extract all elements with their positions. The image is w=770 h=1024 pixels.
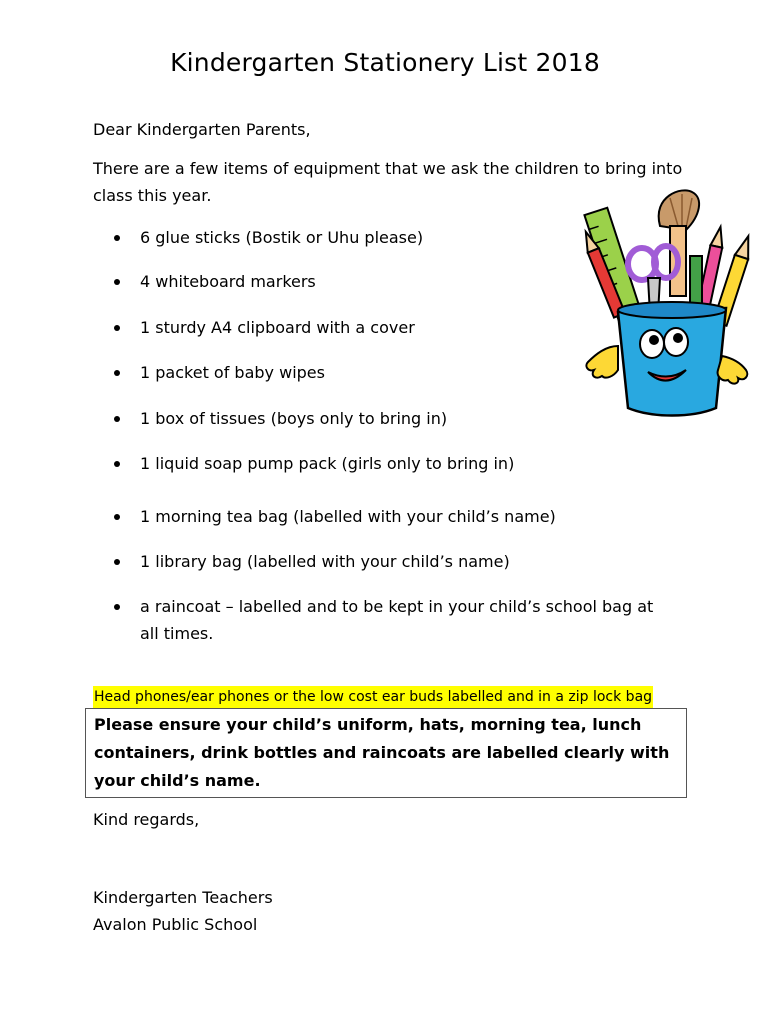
bullet-icon — [114, 461, 120, 467]
list-item — [114, 593, 674, 647]
closing: Kind regards, — [93, 810, 200, 829]
bullet-icon — [114, 514, 120, 520]
list-item — [114, 450, 694, 477]
list-item-text: 1 library bag (labelled with your child’s name) — [140, 552, 510, 571]
bullet-icon — [114, 325, 120, 331]
bullet-icon — [114, 559, 120, 565]
notice-box — [85, 708, 687, 798]
bullet-icon — [114, 370, 120, 376]
stationery-cup-icon — [582, 186, 754, 418]
notice-text: Please ensure your child’s uniform, hats, morning tea, lunch containers, drink bottles and raincoats are labelled clearly with your child’s name. — [94, 715, 670, 790]
list-item-text: 1 liquid soap pump pack (girls only to bring in) — [140, 454, 515, 473]
list-item-text: a raincoat – labelled and to be kept in your child’s school bag at all times. — [140, 597, 654, 643]
list-item-text: 6 glue sticks (Bostik or Uhu please) — [140, 228, 424, 247]
list-item-text: 1 box of tissues (boys only to bring in) — [140, 409, 448, 428]
list-item — [114, 503, 694, 530]
signature-name: Kindergarten Teachers — [93, 888, 273, 907]
bullet-icon — [114, 416, 120, 422]
greeting: Dear Kindergarten Parents, — [93, 120, 311, 139]
signature-school: Avalon Public School — [93, 915, 258, 934]
highlighted-note: Head phones/ear phones or the low cost ear buds labelled and in a zip lock bag — [93, 686, 653, 708]
list-item-text: 1 morning tea bag (labelled with your child’s name) — [140, 507, 556, 526]
list-item-text: 4 whiteboard markers — [140, 272, 316, 291]
page-title: Kindergarten Stationery List 2018 — [170, 48, 600, 77]
list-item-text: 1 packet of baby wipes — [140, 363, 325, 382]
list-item — [114, 548, 694, 575]
intro-text: There are a few items of equipment that we ask the children to bring into class this year. — [93, 159, 683, 205]
bullet-icon — [114, 279, 120, 285]
list-item-text: 1 sturdy A4 clipboard with a cover — [140, 318, 415, 337]
bullet-icon — [114, 235, 120, 241]
bullet-icon — [114, 604, 120, 610]
